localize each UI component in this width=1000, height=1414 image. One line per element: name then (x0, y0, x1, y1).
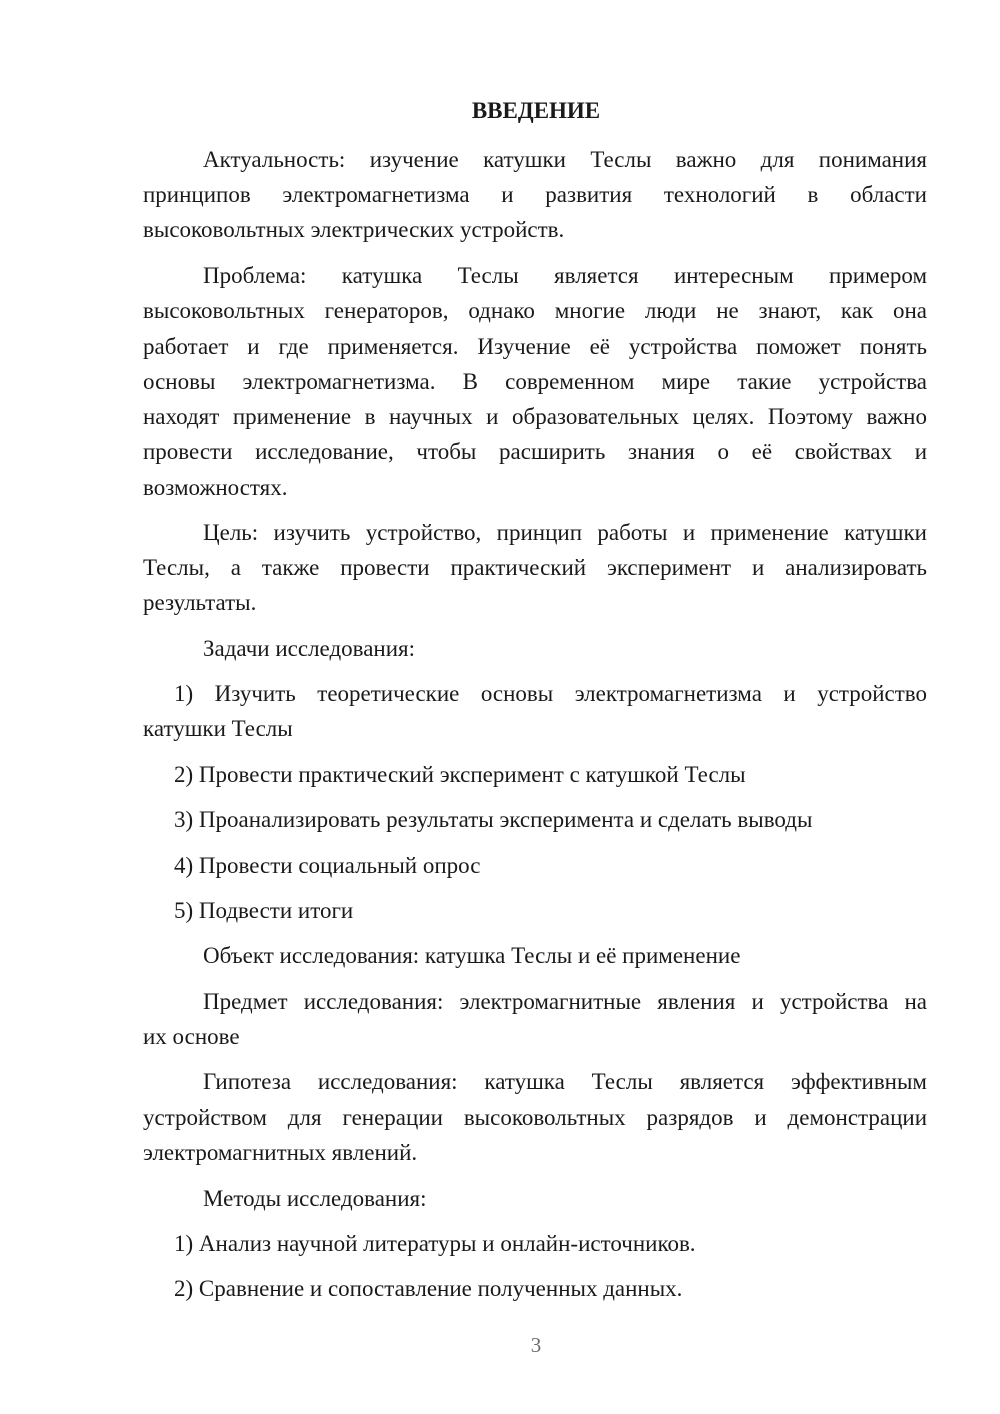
goal-line-3: результаты. (143, 590, 257, 615)
problem-line-2: высоковольтных генераторов, однако многие люди не знают, как она (143, 298, 927, 323)
page-number: 3 (530, 1333, 542, 1357)
task-item-2: 2) Провести практический эксперимент с катушкой Теслы (174, 762, 746, 787)
page-heading: ВВЕДЕНИЕ (471, 98, 601, 123)
relevance-line-3: высоковольтных электрических устройств. (143, 217, 565, 242)
task-item-5: 5) Подвести итоги (174, 898, 354, 923)
research-object: Объект исследования: катушка Теслы и её применение (203, 943, 741, 968)
research-subject-line-1: Предмет исследования: электромагнитные явления и устройства на (203, 989, 927, 1014)
problem-line-3: работает и где применяется. Изучение её устройства поможет понять (143, 334, 927, 359)
tasks-title: Задачи исследования: (203, 636, 416, 661)
method-item-1: 1) Анализ научной литературы и онлайн-источников. (174, 1231, 696, 1256)
methods-title: Методы исследования: (203, 1186, 427, 1211)
hypothesis-line-1: Гипотеза исследования: катушка Теслы является эффективным (203, 1069, 927, 1094)
problem-line-5: находят применение в научных и образовательных целях. Поэтому важно (143, 404, 927, 429)
relevance-line-1: Актуальность: изучение катушки Теслы важно для понимания (203, 147, 927, 172)
task-item-3: 3) Проанализировать результаты эксперимента и сделать выводы (174, 807, 813, 832)
method-item-2: 2) Сравнение и сопоставление полученных данных. (174, 1276, 683, 1301)
problem-line-4: основы электромагнетизма. В современном мире такие устройства (143, 369, 927, 394)
goal-line-1: Цель: изучить устройство, принцип работы и применение катушки (203, 520, 927, 545)
problem-line-1: Проблема: катушка Теслы является интересным примером (203, 263, 927, 288)
goal-line-2: Теслы, а также провести практический эксперимент и анализировать (143, 555, 927, 580)
hypothesis-line-2: устройством для генерации высоковольтных разрядов и демонстрации (143, 1105, 927, 1130)
relevance-line-2: принципов электромагнетизма и развития технологий в области (143, 182, 927, 207)
research-subject-line-2: их основе (143, 1024, 240, 1049)
task-item-1-line-2: катушки Теслы (143, 716, 293, 741)
problem-line-6: провести исследование, чтобы расширить знания о её свойствах и (143, 439, 927, 464)
hypothesis-line-3: электромагнитных явлений. (143, 1140, 418, 1165)
problem-line-7: возможностях. (143, 475, 288, 500)
task-item-1-line-1: 1) Изучить теоретические основы электромагнетизма и устройство (174, 681, 927, 706)
task-item-4: 4) Провести социальный опрос (174, 853, 481, 878)
